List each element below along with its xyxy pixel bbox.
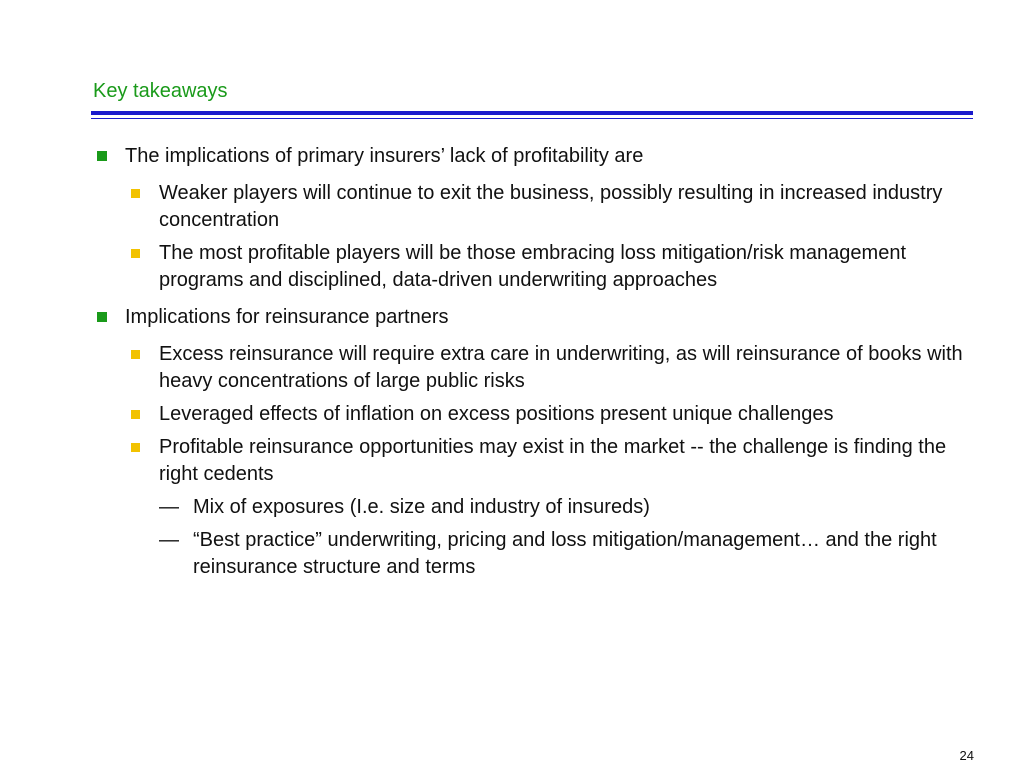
bullet-item-primary-insurers (93, 143, 973, 170)
bullet-item-reinsurance-partners (93, 304, 973, 331)
green-square-bullet-icon (97, 151, 107, 161)
sub-bullet-text: Weaker players will continue to exit the business, possibly resulting in increased industry concentration (159, 182, 943, 231)
dash-bullet-text: “Best practice” underwriting, pricing and loss mitigation/management… and the right reinsurance structure and terms (193, 529, 937, 578)
sub-bullet-text: The most profitable players will be those embracing loss mitigation/risk management programs and disciplined, data-driven underwriting approaches (159, 242, 907, 291)
page-number: 24 (959, 748, 974, 763)
em-dash-bullet-icon: — (159, 496, 179, 518)
bullet-text: Implications for reinsurance partners (125, 306, 449, 328)
sub-bullet-text: Leveraged effects of inflation on excess positions present unique challenges (159, 403, 834, 425)
sub-bullet-text: Excess reinsurance will require extra care in underwriting, as will reinsurance of books with heavy concentrations of large public risks (159, 343, 963, 392)
slide-title: Key takeaways (93, 80, 228, 102)
sub-bullet-item (93, 180, 973, 234)
title-rule-thin (91, 118, 973, 119)
yellow-square-bullet-icon (131, 249, 140, 258)
bullet-text: The implications of primary insurers’ lack of profitability are (125, 145, 644, 167)
yellow-square-bullet-icon (131, 350, 140, 359)
green-square-bullet-icon (97, 312, 107, 322)
bullet-list (93, 143, 973, 587)
yellow-square-bullet-icon (131, 443, 140, 452)
sub-bullet-item (93, 434, 973, 488)
dash-bullet-item (93, 527, 973, 581)
sub-bullet-text: Profitable reinsurance opportunities may exist in the market -- the challenge is finding the right cedents (159, 436, 947, 485)
em-dash-bullet-icon: — (159, 529, 179, 551)
dash-bullet-item (93, 494, 973, 521)
title-rule-thick (91, 111, 973, 115)
sub-bullet-item (93, 401, 973, 428)
sub-bullet-item (93, 240, 973, 294)
dash-bullet-text: Mix of exposures (I.e. size and industry of insureds) (193, 496, 650, 518)
yellow-square-bullet-icon (131, 189, 140, 198)
sub-bullet-item (93, 341, 973, 395)
yellow-square-bullet-icon (131, 410, 140, 419)
